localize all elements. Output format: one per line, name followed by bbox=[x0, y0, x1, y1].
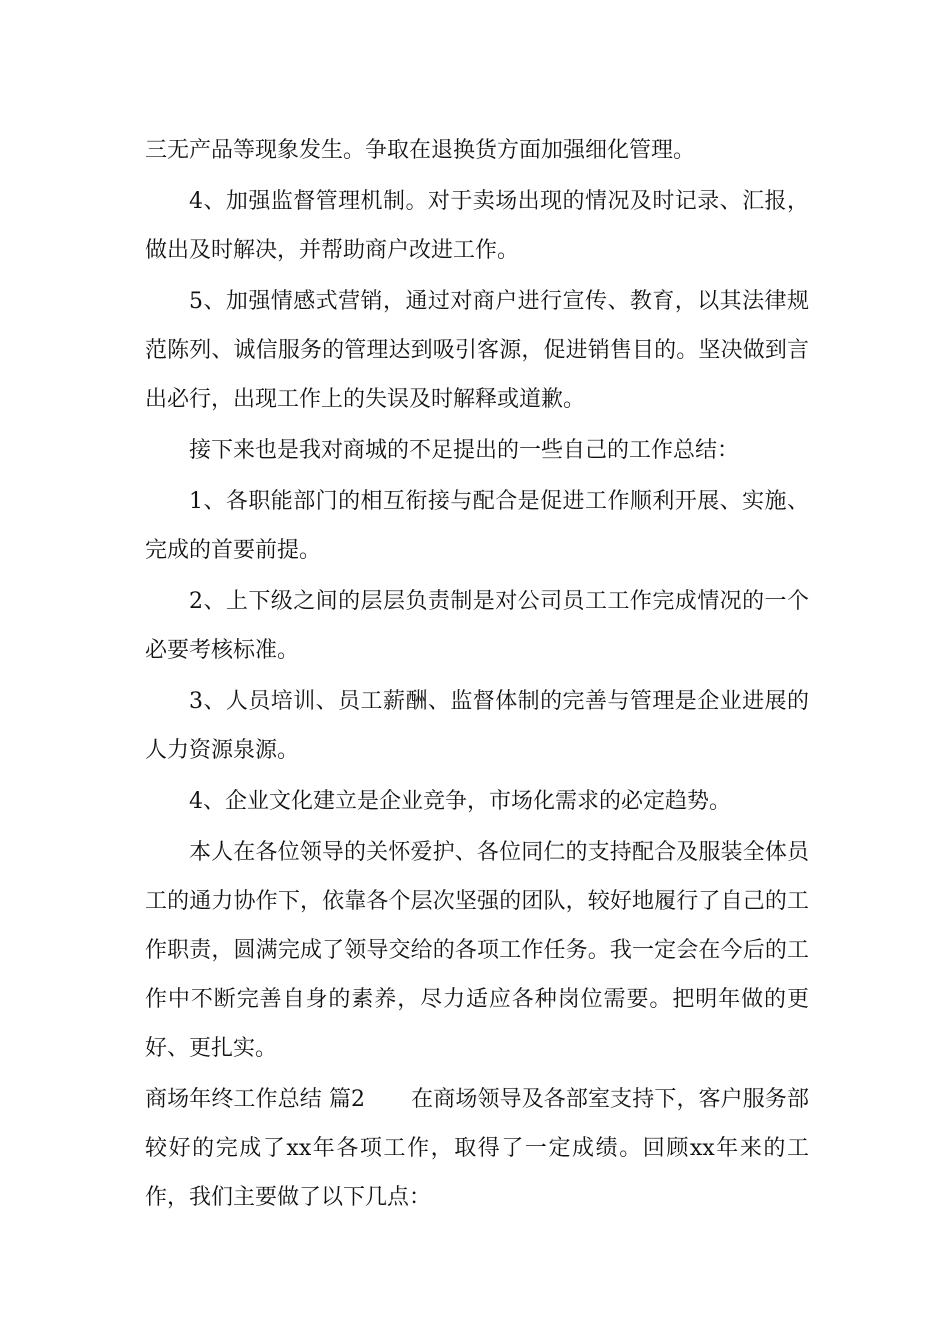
paragraph-summary-1: 1、各职能部门的相互衔接与配合是促进工作顺利开展、实施、完成的首要前提。 bbox=[145, 489, 809, 563]
paragraph-summary-4: 4、企业文化建立是企业竞争，市场化需求的必定趋势。 bbox=[189, 789, 731, 814]
paragraph-summary-2: 2、上下级之间的层层负责制是对公司员工工作完成情况的一个必要考核标准。 bbox=[145, 589, 809, 663]
paragraph-summary-3: 3、人员培训、员工薪酬、监督体制的完善与管理是企业进展的人力资源泉源。 bbox=[145, 689, 809, 763]
paragraph-closing: 本人在各位领导的关怀爱护、各位同仁的支持配合及服装全体员工的通力协作下，依靠各个层次坚强的团队，较好地履行了自己的工作职责，圆满完成了领导交给的各项工作任务。我一定会在今后的工作中不断完善自身的素养，尽力适应各种岗位需要。把明年做的更好、更扎实。 bbox=[145, 840, 809, 1061]
section-paragraph bbox=[145, 1075, 809, 1222]
document-body bbox=[145, 126, 809, 1222]
paragraph-intro-summary: 接下来也是我对商城的不足提出的一些自己的工作总结： bbox=[189, 438, 740, 463]
paragraph-continuation: 三无产品等现象发生。争取在退换货方面加强细化管理。 bbox=[145, 138, 696, 163]
paragraph-item-4: 4、加强监督管理机制。对于卖场出现的情况及时记录、汇报，做出及时解决，并帮助商户改进工作。 bbox=[145, 189, 809, 263]
section-title: 商场年终工作总结 篇2 bbox=[145, 1087, 366, 1112]
paragraph-item-5: 5、加强情感式营销，通过对商户进行宣传、教育，以其法律规范陈列、诚信服务的管理达到吸引客源，促进销售目的。坚决做到言出必行，出现工作上的失误及时解释或道歉。 bbox=[145, 289, 809, 412]
section-body: 在商场领导及各部室支持下，客户服务部较好的完成了xx年各项工作，取得了一定成绩。回顾xx年来的工作，我们主要做了以下几点： bbox=[145, 1087, 809, 1210]
